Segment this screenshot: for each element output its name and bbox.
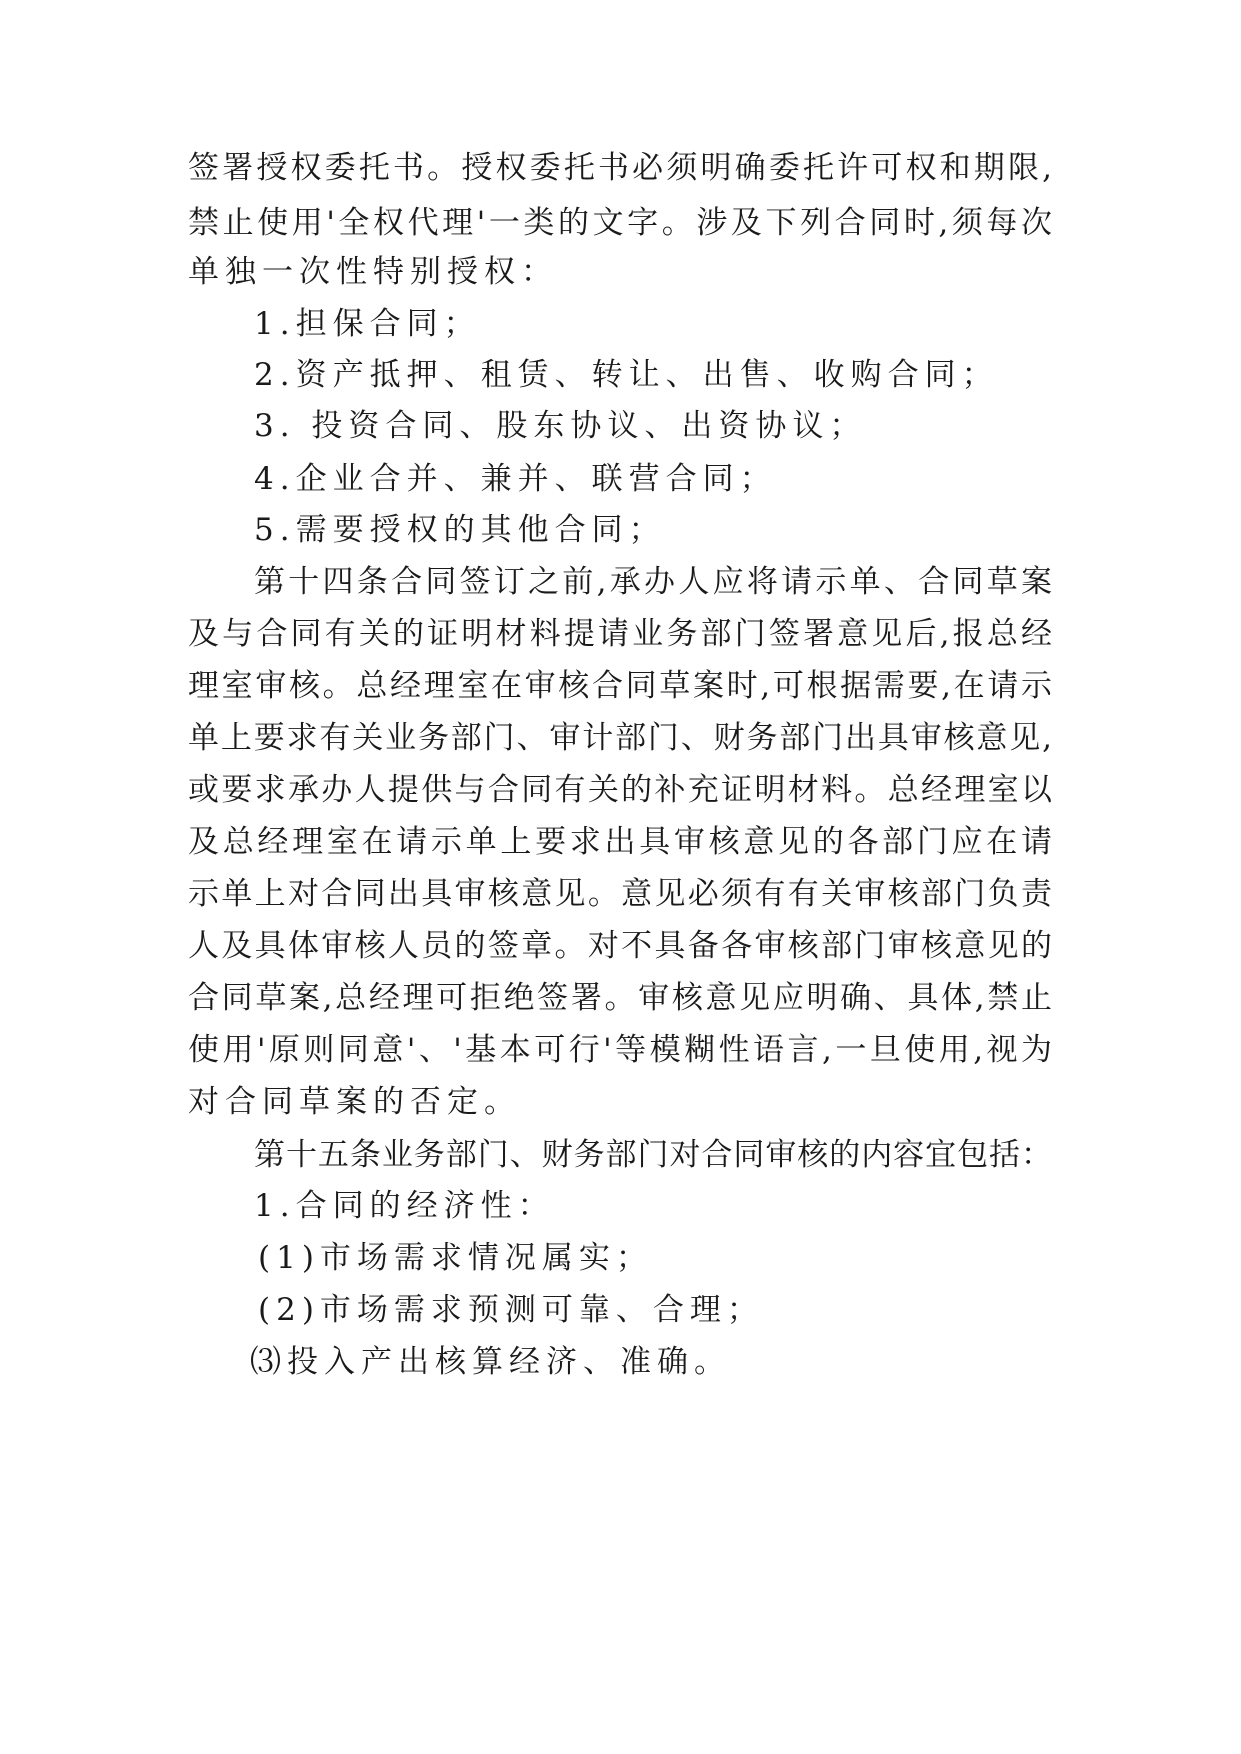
text-line: 禁止使用'全权代理'一类的文字。涉及下列合同时,须每次 (188, 205, 1052, 241)
text-line: 第十五条业务部门、财务部门对合同审核的内容宜包括： (254, 1137, 1052, 1173)
list-item: 5.需要授权的其他合同； (254, 512, 666, 548)
text-line: 使用'原则同意'、'基本可行'等模糊性语言,一旦使用,视为 (188, 1032, 1052, 1068)
text-line: 或要求承办人提供与合同有关的补充证明材料。总经理室以 (188, 772, 1052, 808)
text-line: 第十四条合同签订之前,承办人应将请示单、合同草案 (254, 564, 1052, 600)
text-line: 人及具体审核人员的签章。对不具备各审核部门审核意见的 (188, 928, 1052, 964)
text-line: 对合同草案的否定。 (188, 1084, 521, 1120)
text-line: 示单上对合同出具审核意见。意见必须有有关审核部门负责 (188, 876, 1052, 912)
text-line: 单独一次性特别授权： (188, 254, 558, 290)
list-item: 3. 投资合同、股东协议、出资协议； (254, 408, 867, 444)
list-item: 4.企业合并、兼并、联营合同； (254, 461, 777, 497)
list-item: 1.合同的经济性： (254, 1188, 555, 1224)
text-line: 合同草案,总经理可拒绝签署。审核意见应明确、具体,禁止 (188, 980, 1052, 1016)
list-item: (1)市场需求情况属实； (258, 1240, 653, 1276)
list-item: (2)市场需求预测可靠、合理； (258, 1292, 764, 1328)
list-item: ⑶投入产出核算经济、准确。 (250, 1344, 731, 1380)
text-line: 及与合同有关的证明材料提请业务部门签署意见后,报总经 (188, 616, 1052, 652)
text-line: 签署授权委托书。授权委托书必须明确委托许可权和期限, (188, 150, 1052, 186)
text-line: 理室审核。总经理室在审核合同草案时,可根据需要,在请示 (188, 668, 1052, 704)
list-item: 1.担保合同； (254, 306, 481, 342)
text-line: 及总经理室在请示单上要求出具审核意见的各部门应在请 (188, 824, 1052, 860)
list-item: 2.资产抵押、租赁、转让、出售、收购合同； (254, 357, 999, 393)
text-line: 单上要求有关业务部门、审计部门、财务部门出具审核意见, (188, 720, 1052, 756)
